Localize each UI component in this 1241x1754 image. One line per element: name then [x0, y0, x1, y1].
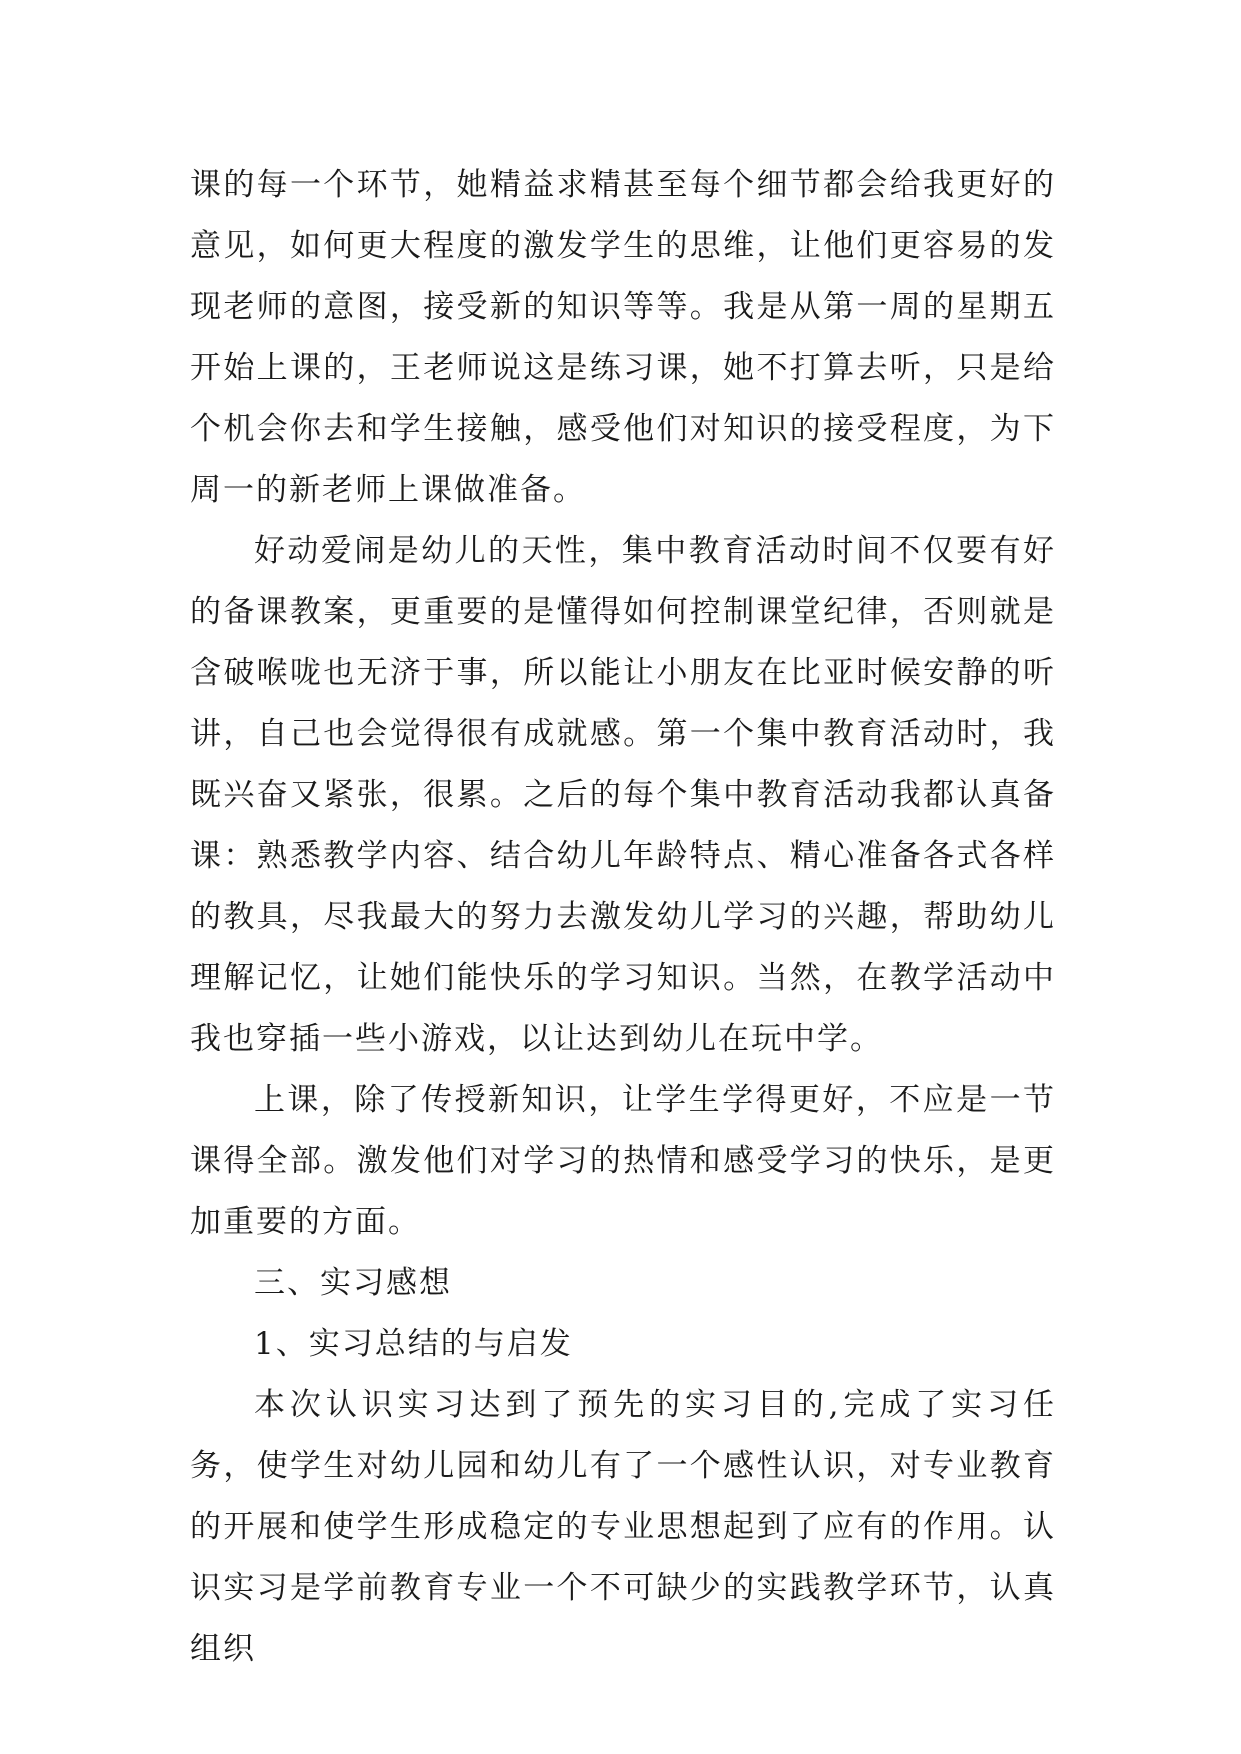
paragraph-discipline: 好动爱闹是幼儿的天性，集中教育活动时间不仅要有好的备课教案，更重要的是懂得如何控制课堂纪律，否则就是含破喉咙也无济于事，所以能让小朋友在比亚时候安静的听讲，自己也会觉得很有成就感。第一个集中教育活动时，我既兴奋又紧张，很累。之后的每个集中教育活动我都认真备课：熟悉教学内容、结合幼儿年龄特点、精心准备各式各样的教具，尽我最大的努力去激发幼儿学习的兴趣，帮助幼儿理解记忆，让她们能快乐的学习知识。当然，在教学活动中我也穿插一些小游戏，以让达到幼儿在玩中学。	[190, 533, 1056, 1057]
subsection-heading-summary: 1、实习总结的与启发	[254, 1326, 573, 1362]
paragraph-teaching: 上课，除了传授新知识，让学生学得更好，不应是一节课得全部。激发他们对学习的热情和感受学习的快乐，是更加重要的方面。	[190, 1082, 1056, 1240]
paragraph-continuation: 课的每一个环节，她精益求精甚至每个细节都会给我更好的意见，如何更大程度的激发学生的思维，让他们更容易的发现老师的意图，接受新的知识等等。我是从第一周的星期五开始上课的，王老师说这是练习课，她不打算去听，只是给个机会你去和学生接触，感受他们对知识的接受程度，为下周一的新老师上课做准备。	[190, 167, 1056, 508]
paragraph-summary: 本次认识实习达到了预先的实习目的,完成了实习任务，使学生对幼儿园和幼儿有了一个感性认识，对专业教育的开展和使学生形成稳定的专业思想起到了应有的作用。认识实习是学前教育专业一个不可缺少的实践教学环节，认真组织	[190, 1387, 1056, 1667]
document-body	[190, 155, 1056, 1680]
section-heading-reflections: 三、实习感想	[254, 1265, 452, 1301]
